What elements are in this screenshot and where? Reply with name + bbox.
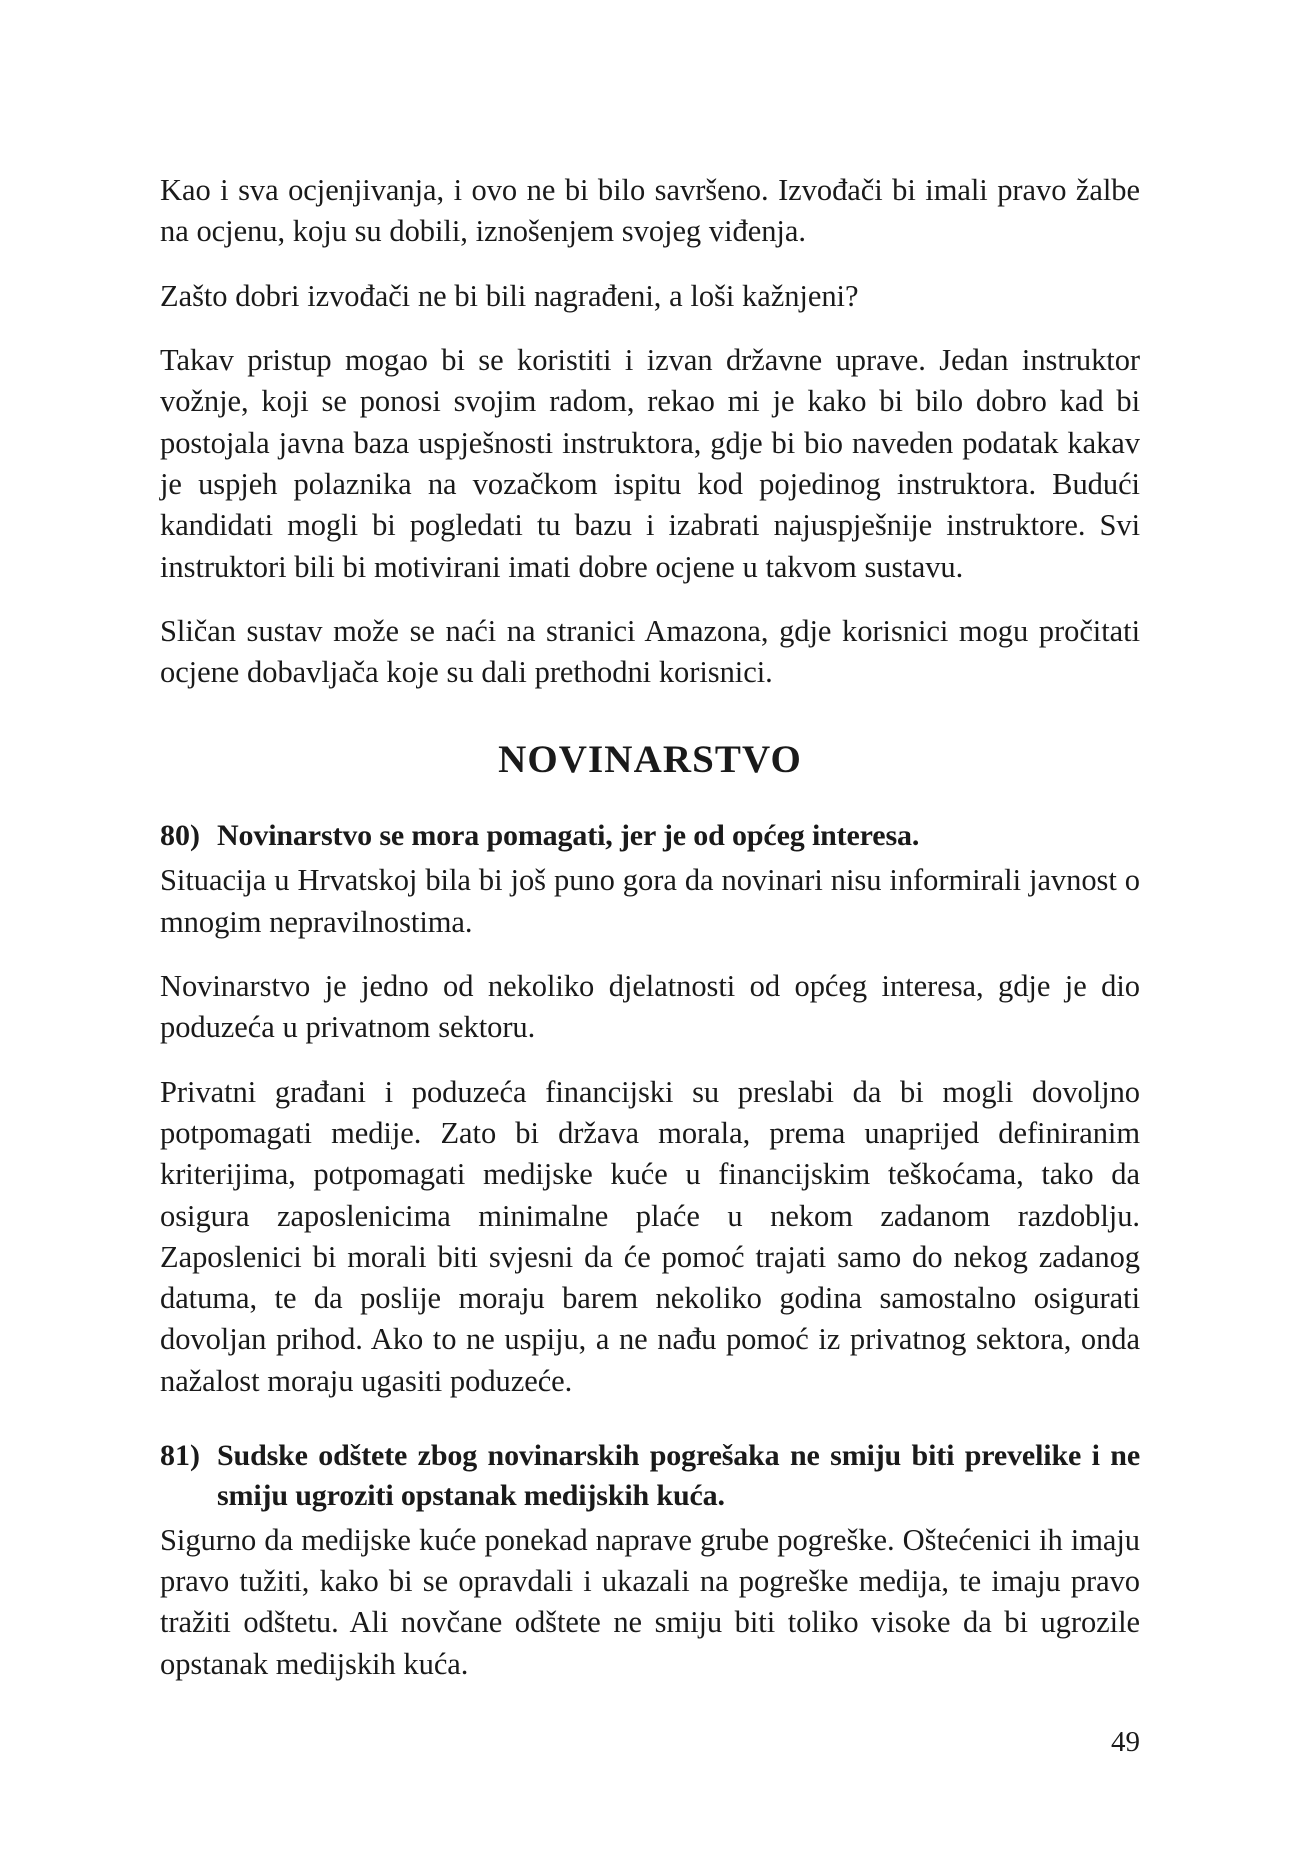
paragraph-2: Zašto dobri izvođači ne bi bili nagrađeni, a loši kažnjeni? [160,278,859,313]
item-text-80: Novinarstvo se mora pomagati, jer je od općeg interesa. [217,819,920,853]
section-heading: NOVINARSTVO [498,738,802,782]
item-text-81: Sudske odštete zbog novinarskih pogrešaka ne smiju biti prevelike i ne smiju ugroziti opstanak medijskih kuća. [217,1439,1140,1512]
page-content [160,170,1140,1685]
item-number-81: 81) [160,1439,200,1473]
paragraph-8: Sigurno da medijske kuće ponekad naprave grube pogreške. Oštećenici ih imaju pravo tužiti, kako bi se opravdali i ukazali na pogreške medija, te imaju pravo tražiti odštetu. Ali novčane odštete ne smiju biti toliko visoke da bi ugrozile opstanak medijskih kuća. [160,1522,1140,1681]
paragraph-7: Privatni građani i poduzeća financijski su preslabi da bi mogli dovoljno potpomagati medije. Zato bi država morala, prema unaprijed definiranim kriterijima, potpomagati medijske kuće u financijskim teškoćama, tako da osigura zaposlenicima minimalne plaće u nekom zadanom razdoblju. Zaposlenici bi morali biti svjesni da će pomoć trajati samo do nekog zadanog datuma, te da poslije moraju barem nekoliko godina samostalno osigurati dovoljan prihod. Ako to ne uspiju, a ne nađu pomoć iz privatnog sektora, onda nažalost moraju ugasiti poduzeće. [160,1074,1140,1398]
paragraph-3: Takav pristup mogao bi se koristiti i izvan državne uprave. Jedan instruktor vožnje, koji se ponosi svojim radom, rekao mi je kako bi bilo dobro kad bi postojala javna baza uspješnosti instruktora, gdje bi bio naveden podatak kakav je uspjeh polaznika na vozačkom ispitu kod pojedinog instruktora. Budući kandidati mogli bi pogledati tu bazu i izabrati najuspješnije instruktore. Svi instruktori bili bi motivirani imati dobre ocjene u takvom sustavu. [160,342,1140,584]
paragraph-5: Situacija u Hrvatskoj bila bi još puno gora da novinari nisu informirali javnost o mnogim nepravilnostima. [160,863,1140,939]
paragraph-4: Sličan sustav može se naći na stranici Amazona, gdje korisnici mogu pročitati ocjene dobavljača koje su dali prethodni korisnici. [160,613,1140,690]
numbered-item-81 [160,1436,1140,1516]
numbered-item-80 [160,816,1140,856]
item-number-80: 80) [160,819,200,853]
paragraph-1: Kao i sva ocjenjivanja, i ovo ne bi bilo savršeno. Izvođači bi imali pravo žalbe na ocjenu, koju su dobili, iznošenjem svojeg viđenja. [160,173,1140,249]
paragraph-6: Novinarstvo je jedno od nekoliko djelatnosti od općeg interesa, gdje je dio poduzeća u privatnom sektoru. [160,968,1140,1045]
page-number: 49 [1111,1726,1140,1758]
